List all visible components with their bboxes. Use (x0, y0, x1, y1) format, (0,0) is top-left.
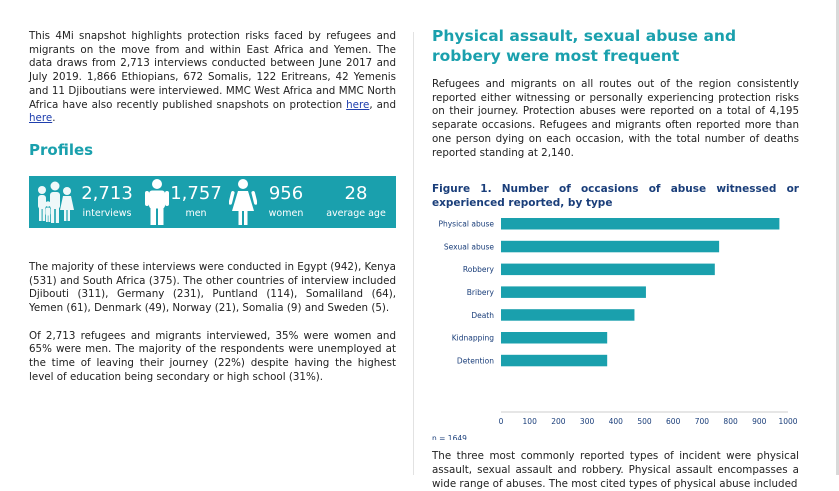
intro-paragraph (29, 30, 396, 126)
profiles-heading: Profiles (29, 140, 94, 159)
stat-label: women (268, 207, 304, 219)
stat-label: men (185, 207, 207, 219)
bar (501, 218, 779, 230)
stat-value: 2,713 (81, 182, 133, 204)
countries-paragraph: The majority of these interviews were conducted in Egypt (942), Kenya (531) and South Africa (375). The other countries of interview included Djibouti (311), Germany (231), Puntland (114), Somaliland (64), Yemen (61), Denmark (49), Norway (21), Somalia (9) and Sweden (5). (29, 260, 396, 315)
stat-value: 956 (268, 182, 304, 204)
intro-mid: , and (369, 98, 396, 111)
category-label: Kidnapping (451, 333, 494, 343)
stat-women (257, 176, 315, 228)
bar (501, 309, 634, 321)
bar (501, 355, 607, 367)
incident-paragraph: The three most commonly reported types of incident were physical assault, sexual assault and robbery. Physical assault encompasses a wide range of abuses. The most cited types of physical abuse included (432, 450, 799, 490)
demographics-paragraph: Of 2,713 refugees and migrants interviewed, 35% were women and 65% were men. The majority of the respondents were unemployed at the time of leaving their journey (22%) despite having the highest level of education being secondary or high school (31%). (29, 329, 396, 383)
snapshot-link-2[interactable]: here (29, 112, 53, 125)
x-tick-label: 0 (498, 417, 504, 427)
stat-label: interviews (82, 207, 132, 219)
x-tick-label: 400 (608, 417, 623, 427)
x-tick-label: 800 (723, 417, 738, 427)
section-heading: Physical assault, sexual abuse and robbery were most frequent (432, 27, 737, 65)
abuse-paragraph: Refugees and migrants on all routes out of the region consistently reported either witnessing or personally experiencing protection risks on their journey. Protection abuses were reported on a total of 4,195 separate occasions. Refugees and migrants often reported more than one person dying on each occasion, with the total number of deaths reported standing at 2,140. (432, 78, 799, 159)
woman-icon (229, 178, 257, 226)
intro-text: This 4Mi snapshot highlights protection risks faced by refugees and migrants on the move from and within East Africa and Yemen. The data draws from 2,713 interviews conducted between June 2017 and July 2019. 1,866 Ethiopians, 672 Somalis, 122 Eritreans, 42 Yemenis and 11 Djiboutians were interviewed. MMC West Africa and MMC North Africa have also recently published snapshots on protection (29, 30, 396, 111)
category-label: Death (471, 310, 494, 320)
group-people-icon (33, 179, 77, 225)
x-tick-label: 300 (579, 417, 595, 427)
stat-label: average age (326, 207, 386, 219)
column-divider (413, 32, 414, 475)
x-tick-label: 700 (694, 417, 710, 427)
bar (501, 332, 607, 344)
category-label: Robbery (462, 265, 494, 275)
bar (501, 287, 646, 299)
x-tick-label: 1000 (778, 417, 798, 427)
bar (501, 264, 715, 276)
stat-interviews (77, 176, 137, 228)
figure-title: Figure 1. Number of occasions of abuse witnessed or experienced reported, by type (432, 183, 799, 210)
x-tick-label: 600 (666, 417, 681, 427)
man-icon (143, 178, 171, 226)
stat-average-age (325, 176, 387, 228)
category-label: Physical abuse (438, 219, 494, 229)
abuse-bar-chart (432, 212, 799, 440)
stat-men (171, 176, 221, 228)
bar (501, 241, 719, 253)
category-label: Sexual abuse (443, 242, 494, 252)
x-tick-label: 500 (637, 417, 652, 427)
category-label: Detention (456, 356, 494, 366)
x-tick-label: 200 (551, 417, 566, 427)
x-tick-label: 900 (752, 417, 767, 427)
stat-value: 28 (344, 182, 368, 204)
right-column (432, 26, 799, 491)
left-column (29, 30, 396, 385)
intro-end: . (52, 112, 56, 125)
sample-size-label: n = 1649 (432, 434, 467, 441)
category-label: Bribery (466, 288, 494, 298)
snapshot-link-1[interactable]: here (346, 98, 370, 111)
x-tick-label: 100 (522, 417, 537, 427)
stat-value: 1,757 (170, 182, 222, 204)
profile-stats-bar (29, 176, 396, 228)
